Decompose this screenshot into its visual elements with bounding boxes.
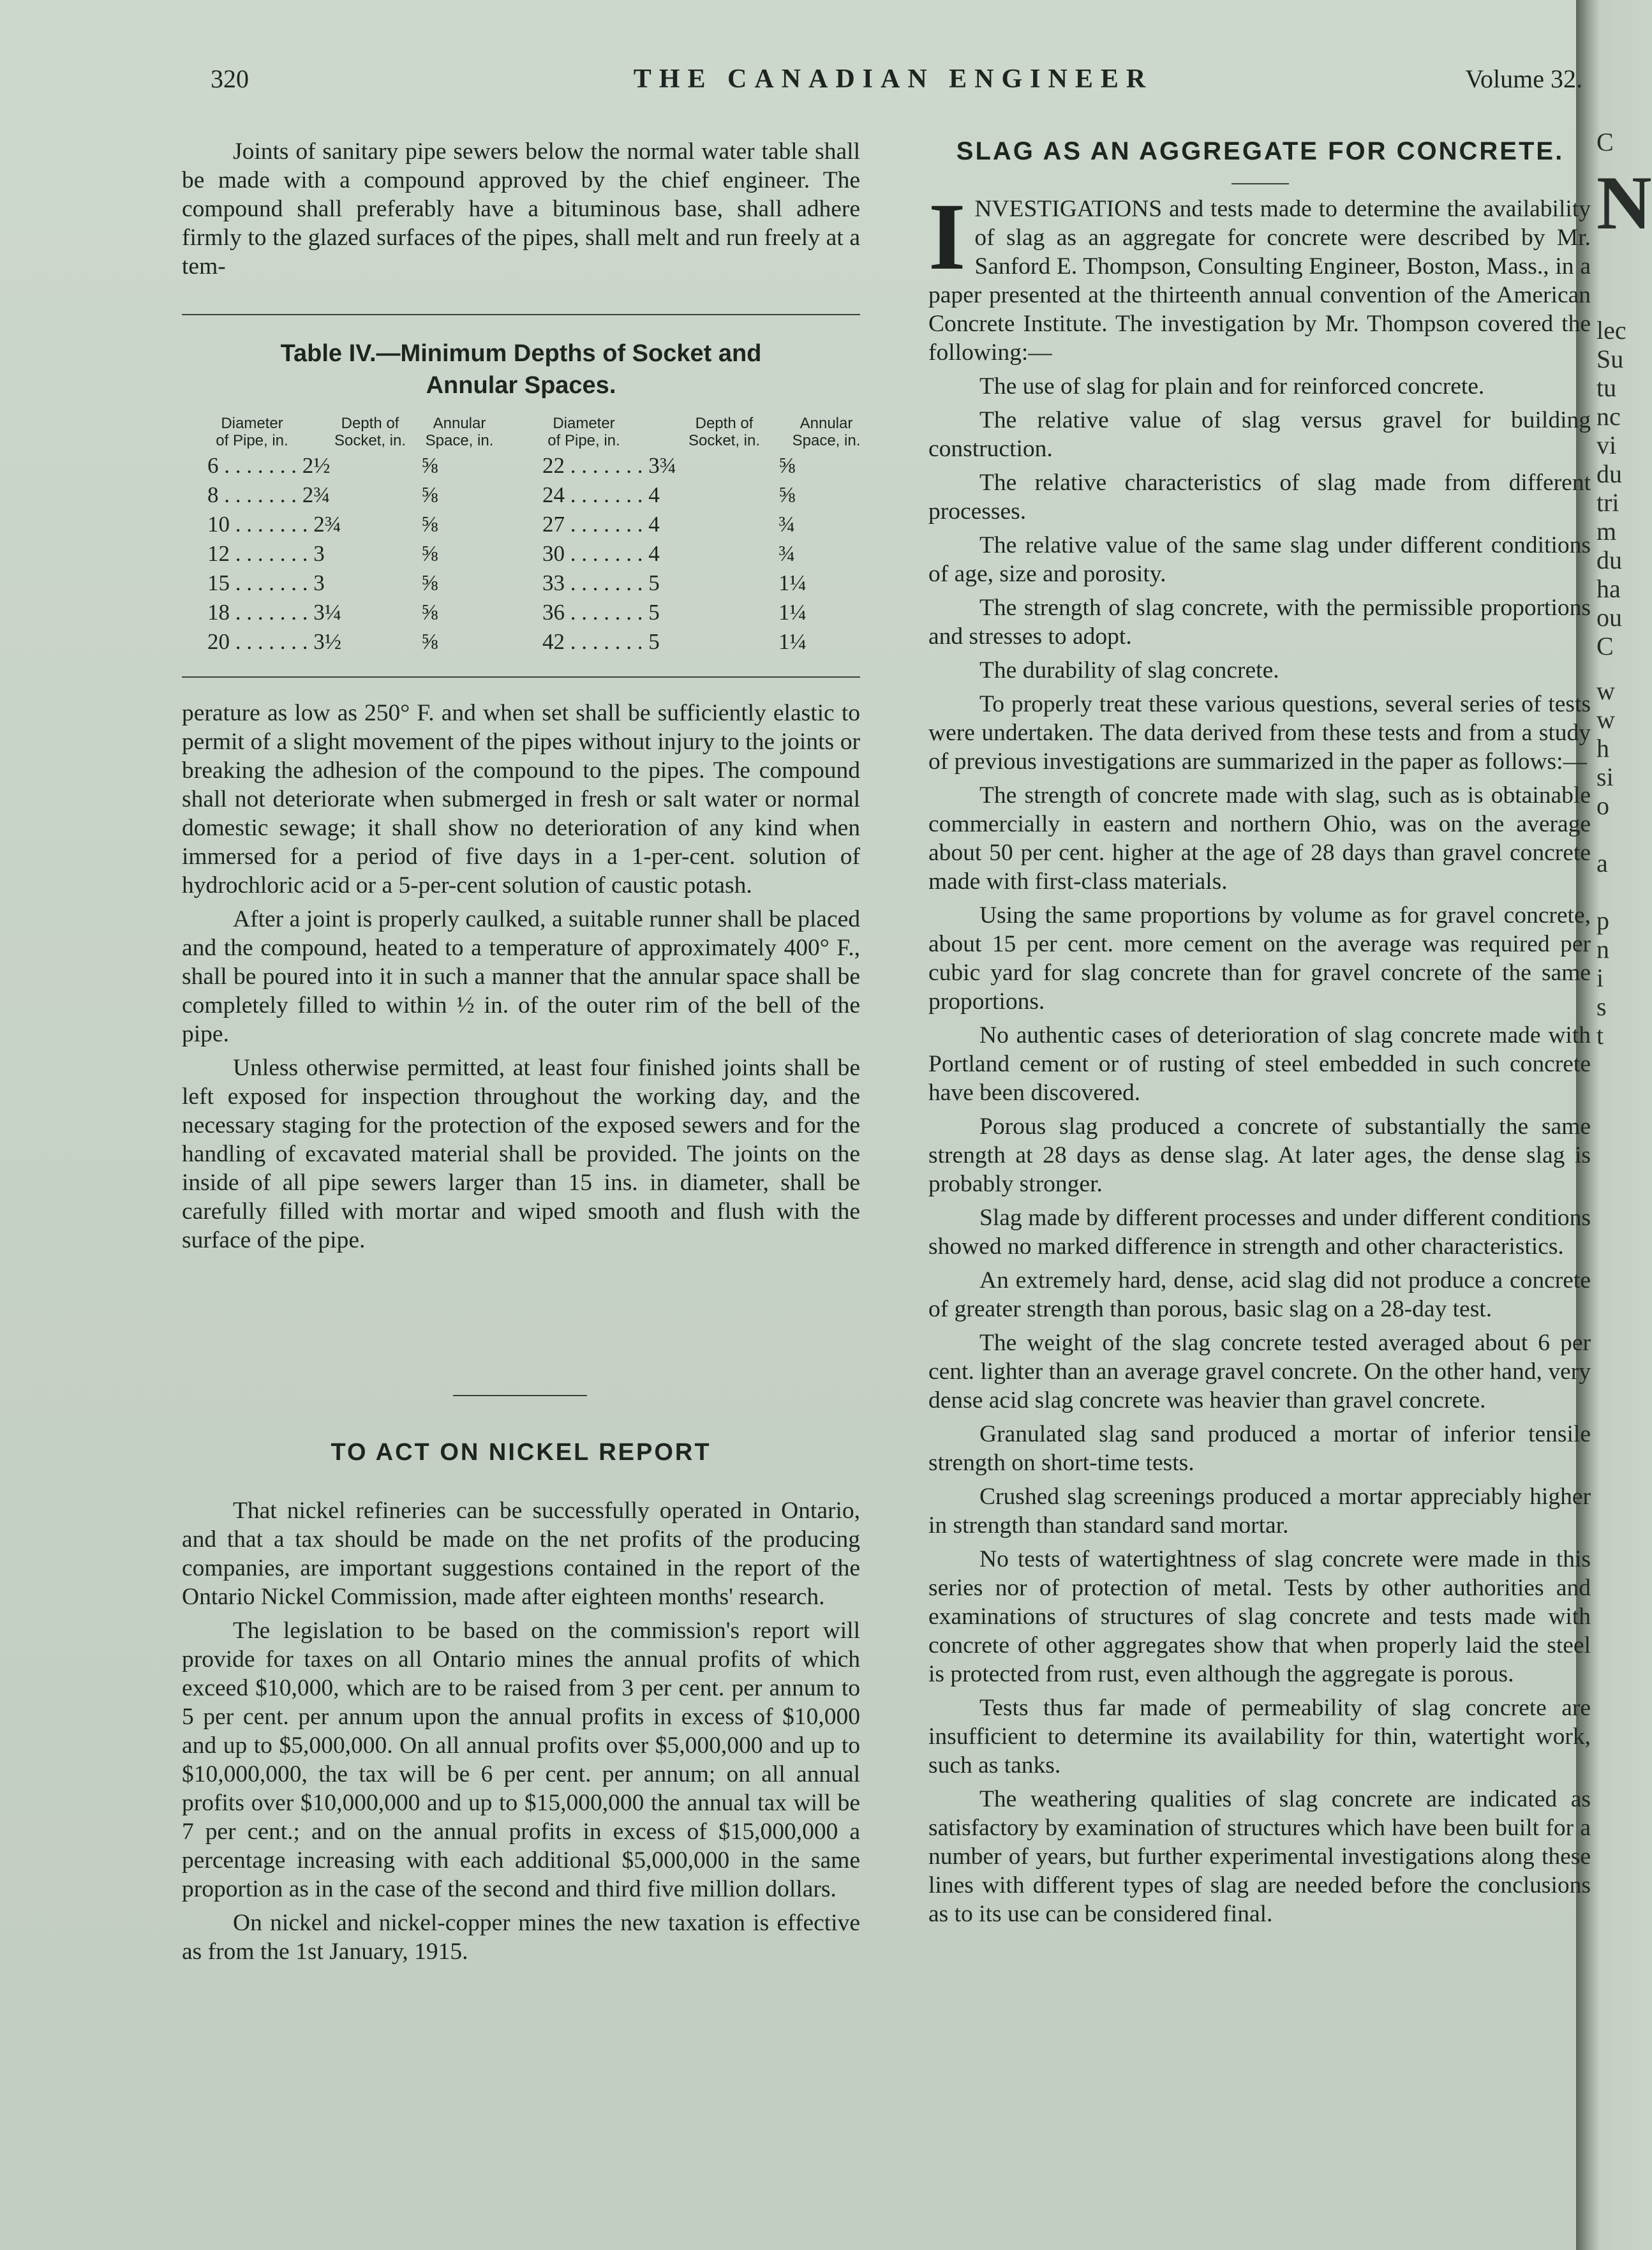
header-line: Annular: [800, 415, 853, 432]
table-column-header: [778, 415, 874, 449]
edge-fragment: s: [1596, 992, 1607, 1021]
table-column-header: [198, 415, 306, 449]
table-cell: ⅝: [421, 541, 438, 566]
table-row: [172, 629, 868, 659]
table-cell: ⅝: [421, 512, 438, 537]
edge-fragment: vi: [1596, 431, 1617, 459]
slag-paragraph: The weight of the slag concrete tested averaged about 6 per cent. lighter than an average gravel concrete. On the other hand, very dense acid slag concrete was heavier than gravel concrete.: [928, 1330, 1591, 1413]
edge-fragment: nc: [1596, 402, 1621, 431]
left-continued: [182, 699, 860, 1260]
table-row: [172, 570, 868, 600]
edge-fragment: i: [1596, 964, 1604, 992]
table-cell: ⅝: [778, 482, 796, 507]
slag-paragraph: The strength of slag concrete, with the permissible proportions and stresses to adopt.: [928, 595, 1591, 650]
slag-paragraph: No tests of watertightness of slag concrete were made in this series nor of protection of metal. Tests by other authorities and examinations of structures of slag concrete and tests made with concrete of other aggregates show that when properly laid the steel is protected from rust, even although the aggregate is porous.: [928, 1546, 1591, 1687]
slag-paragraph: Crushed slag screenings produced a mortar appreciably higher in strength than standard sand mortar.: [928, 1484, 1591, 1538]
table-cell: 22 . . . . . . . 3¾: [542, 453, 676, 478]
edge-fragment: N: [1596, 160, 1652, 245]
edge-fragment: t: [1596, 1021, 1604, 1050]
lead-paragraph: [928, 184, 1591, 367]
edge-fragment: lec: [1596, 316, 1626, 345]
table-cell: ¾: [778, 541, 796, 566]
table-cell: 36 . . . . . . . 5: [542, 600, 660, 625]
inspection-paragraph: Unless otherwise permitted, at least four finished joints shall be left exposed for inspection throughout the working day, and the necessary staging for the protection of the exposed sewers and for the handling of excavated material shall be provided. The joints on the inside of all pipe sewers larger than 15 ins. in diameter, shall be carefully filled with mortar and wiped smooth and flush with the surface of the pipe.: [182, 1055, 860, 1253]
table-cell: ⅝: [421, 570, 438, 595]
slag-paragraph: The weathering qualities of slag concrete are indicated as satisfactory by examination of structures which have been built for a number of years, but further experimental investigations along these lines with different types of slag are needed before the conclusions as to its use can be considered final.: [928, 1786, 1591, 1927]
table-cell: 8 . . . . . . . 2¾: [207, 482, 331, 507]
intro-paragraph-part1: Joints of sanitary pipe sewers below the normal water table shall be made with a compound approved by the chief engineer. The compound shall preferably have a bituminous base, shall adhere firmly to the glazed surfaces of the pipes, shall melt and run freely at a tem-: [182, 138, 860, 279]
table-row: [172, 453, 868, 482]
edge-fragment: n: [1596, 935, 1609, 964]
header-line: of Pipe, in.: [216, 432, 288, 449]
edge-fragment: tri: [1596, 488, 1619, 517]
slag-paragraph: Porous slag produced a concrete of substantially the same strength at 28 days as dense slag. At later ages, the dense slag is probably stronger.: [928, 1114, 1591, 1197]
header-line: of Pipe, in.: [547, 432, 620, 449]
intro-paragraph-part2: perature as low as 250° F. and when set shall be sufficiently elastic to permit of a slight movement of the pipes without injury to the joints or breaking the adhesion of the compound to the pipes. The compound shall not deteriorate when submerged in fresh or salt water or normal domestic sewage; it shall show no deterioration of any kind when immersed for a period of five days in a 1-per-cent. solution of hydrochloric acid or a 5-per-cent solution of caustic potash.: [182, 700, 860, 898]
slag-paragraph: The relative value of slag versus gravel for building construction.: [928, 407, 1591, 462]
table-cell: ⅝: [421, 482, 438, 507]
table-column-header: [316, 415, 424, 449]
header-line: Diameter: [553, 415, 615, 432]
slag-paragraph: The strength of concrete made with slag, such as is obtainable commercially in eastern and northern Ohio, was on the average about 50 per cent. higher at the age of 28 days than gravel concrete made with first-class materials.: [928, 782, 1591, 895]
edge-fragment: du: [1596, 459, 1622, 488]
slag-section-title: SLAG AS AN AGGREGATE FOR CONCRETE.: [956, 137, 1565, 165]
depths-table: [172, 415, 868, 683]
nickel-article: [182, 1496, 860, 1971]
table-cell: 30 . . . . . . . 4: [542, 541, 660, 566]
volume-label: Volume 32.: [1465, 64, 1582, 93]
edge-fragment: h: [1596, 734, 1609, 763]
nickel-section-title: TO ACT ON NICKEL REPORT: [331, 1439, 711, 1466]
slag-paragraph: The use of slag for plain and for reinforced concrete.: [979, 373, 1485, 399]
nickel-paragraph-2: The legislation to be based on the commission's report will provide for taxes on all Ontario mines the annual profits of which exceed $10,000, which are to be raised from 3 per cent. per annum to 5 per cent. per annum upon the annual profits in excess of $10,000 and up to $5,000,000. On all annual profits over $5,000,000 and up to $10,000,000, the tax will be 6 per cent. per annum; on all annual profits over $10,000,000 and up to $15,000,000 the annual tax will be 7 per cent.; and on the annual profits in excess of $15,000,000 a percentage increasing with each additional $5,000,000 in the same proportion as in the case of the second and third five million dollars.: [182, 1618, 860, 1902]
table-cell: 24 . . . . . . . 4: [542, 482, 660, 507]
edge-fragment: Su: [1596, 345, 1624, 373]
table-cell: 1¼: [778, 629, 807, 654]
slag-article: [928, 184, 1591, 1933]
table-cell: ⅝: [421, 629, 438, 654]
table-cell: 1¼: [778, 570, 807, 595]
header-line: Annular: [433, 415, 486, 432]
table-cell: ⅝: [778, 453, 796, 478]
edge-fragment: du: [1596, 546, 1622, 574]
table-column-header: [670, 415, 778, 449]
table-column-header: [530, 415, 638, 449]
left-intro: [182, 137, 860, 286]
table-row: [172, 482, 868, 512]
header-line: Diameter: [221, 415, 283, 432]
slag-paragraph: An extremely hard, dense, acid slag did not produce a concrete of greater strength than porous, basic slag on a 28-day test.: [928, 1267, 1591, 1322]
table-cell: 6 . . . . . . . 2½: [207, 453, 331, 478]
edge-fragment: w: [1596, 705, 1615, 734]
edge-fragment: p: [1596, 906, 1609, 935]
table-bottom-rule: [182, 676, 860, 678]
slag-paragraph: The relative characteristics of slag made from different processes.: [928, 470, 1591, 525]
edge-fragment: ou: [1596, 603, 1622, 632]
table-cell: 10 . . . . . . . 2¾: [207, 512, 341, 537]
table-title-line2: Annular Spaces.: [426, 372, 616, 399]
caulking-paragraph: After a joint is properly caulked, a suitable runner shall be placed and the compound, heated to a temperature of approximately 400° F., shall be poured into it in such a manner that the annular space shall be completely filled to within ½ in. of the outer rim of the bell of the pipe.: [182, 906, 860, 1047]
slag-paragraph: Using the same proportions by volume as for gravel concrete, about 15 per cent. more cement on the average was required per cubic yard for slag concrete than for gravel concrete of the same proportions.: [928, 902, 1591, 1015]
edge-fragment: C: [1596, 128, 1614, 156]
header-line: Space, in.: [792, 432, 861, 449]
table-cell: 18 . . . . . . . 3¼: [207, 600, 341, 625]
table-row: [172, 600, 868, 629]
edge-fragment: w: [1596, 676, 1615, 705]
slag-paragraph: To properly treat these various questions, several series of tests were undertaken. The data derived from these tests and from a study of previous investigations are summarized in the paper as follows:—: [928, 691, 1591, 775]
table-row: [172, 512, 868, 541]
journal-title: THE CANADIAN ENGINEER: [633, 64, 1154, 94]
edge-fragment: C: [1596, 632, 1614, 660]
table-cell: ⅝: [421, 453, 438, 478]
slag-paragraph: No authentic cases of deterioration of slag concrete made with Portland cement or of rusting of steel embedded in such concrete have been discovered.: [928, 1022, 1591, 1106]
table-cell: 20 . . . . . . . 3½: [207, 629, 341, 654]
next-page-edge: [1595, 0, 1652, 2250]
slag-paragraph: The durability of slag concrete.: [979, 657, 1279, 683]
table-top-rule: [182, 314, 860, 315]
page-number: 320: [211, 64, 249, 93]
edge-fragment: o: [1596, 791, 1609, 820]
table-cell: 42 . . . . . . . 5: [542, 629, 660, 654]
lead-text: NVESTIGATIONS and tests made to determine the availability of slag as an aggregate for concrete were described by Mr. Sanford E. Thompson, Consulting Engineer, Boston, Mass., in a paper presented at the thirteenth annual convention of the American Concrete Institute. The investigation by Mr. Thompson covered the following:—: [928, 196, 1591, 366]
header-line: Space, in.: [425, 432, 494, 449]
table-title-line1: Table IV.—Minimum Depths of Socket and: [280, 340, 762, 367]
header-line: Socket, in.: [334, 432, 406, 449]
table-cell: ⅝: [421, 600, 438, 625]
title-underline: [1232, 183, 1289, 184]
table-cell: 27 . . . . . . . 4: [542, 512, 660, 537]
edge-fragment: ha: [1596, 574, 1621, 603]
nickel-paragraph-1: That nickel refineries can be successfully operated in Ontario, and that a tax should be made on the net profits of the producing companies, are important suggestions contained in the report of the Ontario Nickel Commission, made after eighteen months' research.: [182, 1498, 860, 1610]
edge-fragment: a: [1596, 849, 1608, 877]
header-line: Depth of: [695, 415, 754, 432]
slag-paragraph: Slag made by different processes and under different conditions showed no marked difference in strength and other characteristics.: [928, 1205, 1591, 1260]
table-cell: 15 . . . . . . . 3: [207, 570, 325, 595]
section-divider: [453, 1395, 587, 1396]
slag-paragraph: The relative value of the same slag under different conditions of age, size and porosity.: [928, 532, 1591, 587]
header-line: Depth of: [341, 415, 399, 432]
drop-cap: I: [928, 184, 966, 290]
table-column-header: [412, 415, 507, 449]
edge-fragment: tu: [1596, 373, 1617, 402]
table-cell: 12 . . . . . . . 3: [207, 541, 325, 566]
header-line: Socket, in.: [688, 432, 761, 449]
table-row: [172, 541, 868, 570]
table-cell: 1¼: [778, 600, 807, 625]
nickel-paragraph-3: On nickel and nickel-copper mines the new taxation is effective as from the 1st January, 1915.: [182, 1910, 860, 1965]
edge-fragment: si: [1596, 763, 1614, 791]
table-cell: 33 . . . . . . . 5: [542, 570, 660, 595]
edge-fragment: m: [1596, 517, 1617, 546]
table-cell: ¾: [778, 512, 796, 537]
slag-paragraph: Granulated slag sand produced a mortar of inferior tensile strength on short-time tests.: [928, 1421, 1591, 1476]
slag-paragraph: Tests thus far made of permeability of slag concrete are insufficient to determine its availability for thin, watertight work, such as tanks.: [928, 1695, 1591, 1778]
